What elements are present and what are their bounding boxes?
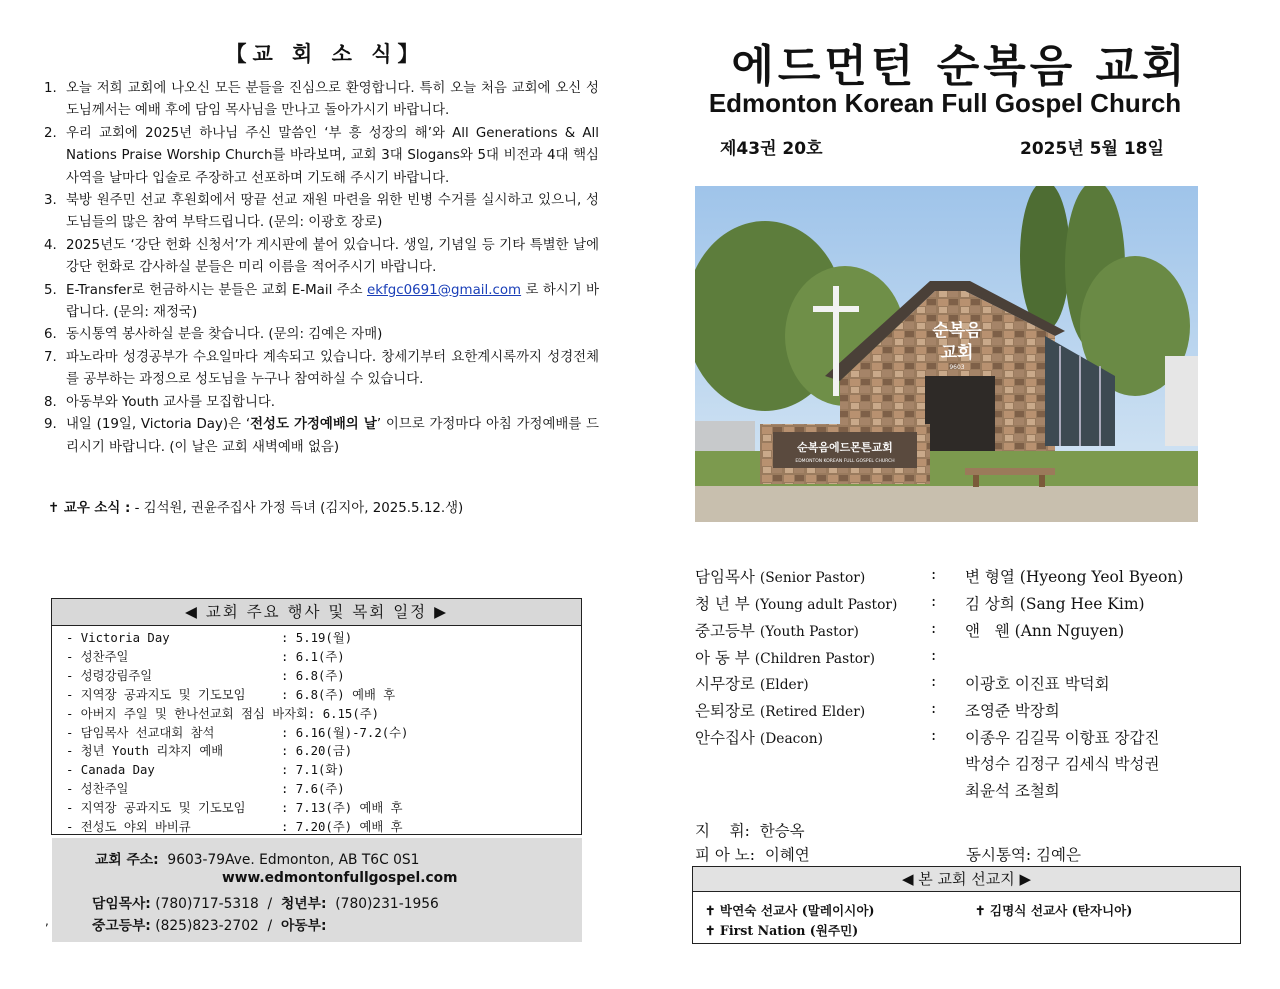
- event-item: - Canada Day : 7.1(화): [66, 763, 345, 778]
- stray-mark: ,: [45, 914, 49, 928]
- church-name-korean: 에드먼턴 순복음 교회: [731, 41, 1189, 92]
- event-item: - 성찬주일 : 6.1(주): [66, 649, 345, 664]
- staff-row-deacon: 안수집사 (Deacon) : 이종우 김길묵 이항표 장갑진: [695, 726, 1160, 747]
- event-item: - 청년 Youth 리챠지 예배 : 6.20(금): [66, 744, 353, 759]
- news-item: 5. E-Transfer로 헌금하시는 분들은 교회 E-Mail 주소 ekfgc0691@gmail.com 로 하시기 바랍니다. (문의: 재정국): [44, 282, 599, 321]
- conductor: 지 휘: 한승옥: [695, 822, 805, 840]
- event-item: - 전성도 야외 바비큐 : 7.20(주) 예배 후: [66, 820, 403, 835]
- phone-line-1: 담임목사: (780)717-5318 / 청년부: (780)231-1956: [92, 896, 439, 912]
- address-line: 교회 주소: 9603-79Ave. Edmonton, AB T6C 0S1: [95, 852, 420, 868]
- board-sign-korean: 순복음에드몬튼교회: [797, 441, 893, 454]
- news-item: 4. 2025년도 ‘강단 헌화 신청서’가 게시판에 붙어 있습니다. 생일, 기념일 등 기타 특별한 날에 강단 헌화로 감사하실 분들은 미리 이름을 적어주시기 바랍니다.: [44, 237, 599, 276]
- event-item: - 지역장 공과지도 및 기도모임 : 7.13(주) 예배 후: [66, 801, 403, 816]
- website-link[interactable]: www.edmontonfullgospel.com: [222, 870, 458, 886]
- staff-row-elder: 시무장로 (Elder) : 이광호 이진표 박덕회: [695, 672, 1110, 693]
- member-news-text: - 김석원, 권윤주집사 가정 득녀 (김지아, 2025.5.12.생): [130, 501, 464, 516]
- news-title: 【교 회 소 식】: [225, 42, 425, 66]
- wall-sign-top: 순복음: [932, 321, 982, 341]
- news-item: 2. 우리 교회에 2025년 하나님 주신 말씀인 ‘부 흥 성장의 해’와 All Generations & All Nations Praise Worship Church를 바라보며, 교회 3대 Slogans와 5대 비전과 4대 핵심 사역을 날마다 입술로 주장하고 선포하며 기도해 주시기 바랍니다.: [44, 125, 599, 186]
- staff-row-children-pastor: 아 동 부 (Children Pastor) :: [695, 646, 937, 667]
- missionary-3: ✝ First Nation (원주민): [705, 923, 859, 938]
- event-item: - 아버지 주일 및 한나선교회 점심 바자회: 6.15(주): [66, 706, 380, 721]
- staff-row-retired-elder: 은퇴장로 (Retired Elder) : 조영준 박장희: [695, 699, 1060, 720]
- church-building-image: [695, 186, 1198, 522]
- member-news-label: ✝ 교우 소식 :: [48, 501, 131, 516]
- board-sign-english: EDMONTON KOREAN FULL GOSPEL CHURCH: [795, 459, 895, 464]
- church-name-english: Edmonton Korean Full Gospel Church: [708, 88, 1182, 118]
- interpreter: 동시통역: 김예은: [966, 846, 1081, 864]
- event-item: - 지역장 공과지도 및 기도모임 : 6.8(주) 예배 후: [66, 687, 396, 702]
- bulletin-date: 2025년 5월 18일: [1020, 139, 1164, 159]
- event-item: - Victoria Day : 5.19(월): [66, 631, 353, 645]
- church-photo: [695, 186, 1198, 522]
- news-list: [44, 78, 599, 459]
- event-item: - 담임목사 선교대회 참석 : 6.16(월)-7.2(수): [66, 725, 409, 740]
- website-line: [222, 870, 458, 886]
- bulletin-volume: 제43권 20호: [720, 139, 823, 159]
- staff-row-senior-pastor: 담임목사 (Senior Pastor) : 변 형열 (Hyeong Yeol Byeon): [695, 565, 1184, 586]
- staff-row-youth-pastor: 중고등부 (Youth Pastor) : 앤 웬 (Ann Nguyen): [695, 619, 1125, 640]
- news-item: 9. 내일 (19일, Victoria Day)은 ‘전성도 가정예배의 날’ 이므로 가정마다 아침 가정예배를 드리시기 바랍니다. (이 날은 교회 새벽예배 없음): [44, 417, 599, 455]
- pianist: 피 아 노: 이혜연: [695, 846, 810, 864]
- contact-box: [52, 838, 582, 942]
- news-item: 8. 아동부와 Youth 교사를 모집합니다.: [44, 394, 276, 410]
- event-item: - 성찬주일 : 7.6(주): [66, 782, 345, 797]
- wall-sign-number: 9603: [949, 364, 965, 371]
- news-item: 3. 북방 원주민 선교 후원회에서 땅끝 선교 재원 마련을 위한 빈병 수거를 실시하고 있으니, 성도님들의 많은 참여 부탁드립니다. (문의: 이광호 장로): [44, 193, 599, 231]
- email-link[interactable]: ekfgc0691@gmail.com: [367, 282, 522, 298]
- missions-box: [692, 866, 1241, 944]
- events-box: [51, 598, 582, 835]
- wall-sign-bottom: 교회: [940, 343, 974, 363]
- member-news: [48, 497, 463, 516]
- missions-header: ◀ 본 교회 선교지 ▶: [693, 867, 1240, 892]
- missionary-2: ✝ 김명식 선교사 (탄자니아): [975, 903, 1133, 918]
- events-list: [52, 626, 581, 837]
- event-item: - 성령강림주일 : 6.8(주): [66, 668, 345, 683]
- news-item: 1. 오늘 저희 교회에 나오신 모든 분들을 진심으로 환영합니다. 특히 오늘 처음 교회에 오신 성도님께서는 예배 후에 담임 목사님을 만나고 돌아가시기 바랍니다.: [44, 81, 599, 119]
- missionary-1: ✝ 박연숙 선교사 (말레이시아): [705, 903, 875, 918]
- news-item: 7. 파노라마 성경공부가 수요일마다 계속되고 있습니다. 창세기부터 요한계시록까지 성경전체를 공부하는 과정으로 성도님을 누구나 참여하실 수 있습니다.: [44, 349, 599, 388]
- news-item: 6. 동시통역 봉사하실 분을 찾습니다. (문의: 김예은 자매): [44, 327, 383, 343]
- staff-row-young-adult-pastor: 청 년 부 (Young adult Pastor) : 김 상희 (Sang Hee Kim): [695, 592, 1145, 613]
- events-header: ◀ 교회 주요 행사 및 목회 일정 ▶: [52, 599, 581, 626]
- phone-line-2: 중고등부: (825)823-2702 / 아동부:: [92, 918, 327, 934]
